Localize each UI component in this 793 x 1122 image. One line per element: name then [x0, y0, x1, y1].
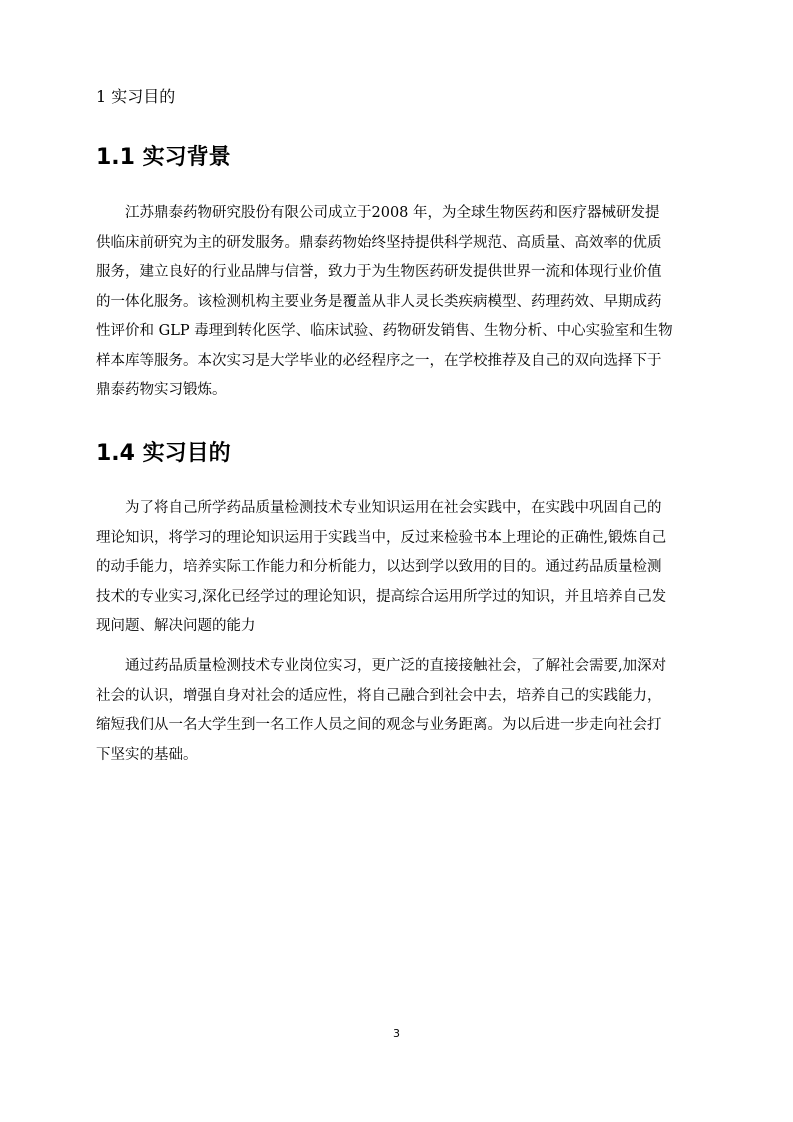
paragraph-background	[96, 199, 718, 406]
paragraph-line: 现问题、解决问题的能力	[96, 618, 256, 634]
section-heading-background: 1.1 实习背景	[96, 145, 231, 170]
paragraph-line: 社会的认识，增强自身对社会的适应性，将自己融合到社会中去，培养自己的实践能力，	[96, 687, 662, 704]
paragraph-line: 江苏鼎泰药物研究股份有限公司成立于2008 年，为全球生物医药和医疗器械研发提	[125, 205, 660, 221]
chapter-title: 1 实习目的	[96, 87, 176, 106]
paragraph-line: 性评价和 GLP 毒理到转化医学、临床试验、药物研发销售、生物分析、中心实验室和生物	[96, 323, 673, 339]
paragraph-line: 供临床前研究为主的研发服务。鼎泰药物始终坚持提供科学规范、高质量、高效率的优质	[96, 234, 662, 251]
paragraph-line: 服务，建立良好的行业品牌与信誉，致力于为生物医药研发提供世界一流和体现行业价值	[96, 264, 662, 280]
section-heading-purpose: 1.4 实习目的	[96, 441, 231, 466]
paragraph-line: 通过药品质量检测技术专业岗位实习，更广泛的直接接触社会，了解社会需要,加深对	[125, 658, 667, 674]
paragraph-line: 的一体化服务。该检测机构主要业务是覆盖从非人灵长类疾病模型、药理药效、早期成药	[96, 293, 662, 310]
paragraph-line: 技术的专业实习,深化已经学过的理论知识，提高综合运用所学过的知识，并且培养自己发	[96, 588, 667, 605]
paragraph-line: 样本库等服务。本次实习是大学毕业的必经程序之一，在学校推荐及自己的双向选择下于	[96, 352, 662, 369]
paragraph-line: 下坚实的基础。	[96, 746, 198, 763]
page-number: 3	[393, 1027, 400, 1040]
paragraph-line: 的动手能力，培养实际工作能力和分析能力，以达到学以致用的目的。通过药品质量检测	[96, 559, 662, 575]
paragraph-line: 鼎泰药物实习锻炼。	[96, 382, 227, 398]
paragraph-purpose-1	[96, 494, 718, 642]
paragraph-line: 理论知识，将学习的理论知识运用于实践当中，反过来检验书本上理论的正确性,锻炼自己	[96, 529, 667, 546]
paragraph-line: 缩短我们从一名大学生到一名工作人员之间的观念与业务距离。为以后进一步走向社会打	[96, 717, 662, 733]
paragraph-line: 为了将自己所学药品质量检测技术专业知识运用在社会实践中，在实践中巩固自己的	[125, 500, 662, 516]
paragraph-purpose-2	[96, 652, 718, 770]
